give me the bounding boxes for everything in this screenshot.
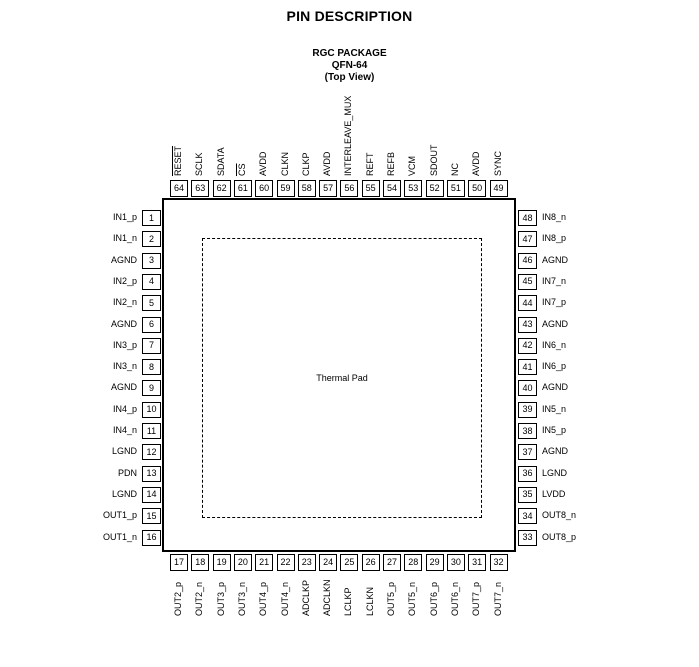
pin-49-box: 49: [490, 180, 508, 197]
pin-29-label: OUT6_p: [428, 581, 439, 616]
pin-23-box: 23: [298, 554, 316, 571]
pin-25-box: 25: [340, 554, 358, 571]
pin-26-box: 26: [362, 554, 380, 571]
pin-22-box: 22: [277, 554, 295, 571]
pin-13-label: PDN: [117, 467, 137, 478]
pin-21-label: OUT4_p: [258, 581, 269, 616]
pin-27-box: 27: [383, 554, 401, 571]
pin-57-box: 57: [319, 180, 337, 197]
pin-63-label: SCLK: [194, 152, 205, 176]
pin-13-box: 13: [142, 466, 161, 482]
pin-55-label: REFT: [364, 152, 375, 176]
pin-7-label: IN3_p: [112, 339, 137, 350]
pin-10-label: IN4_p: [112, 403, 137, 414]
pin-31-label: OUT7_p: [471, 581, 482, 616]
pin-6-label: AGND: [110, 318, 137, 329]
pin-41-box: 41: [518, 359, 537, 375]
pin-60-label: AVDD: [258, 151, 269, 176]
pin-4-label: IN2_p: [112, 275, 137, 286]
pin-23-label: ADCLKP: [300, 579, 311, 616]
pin-43-box: 43: [518, 317, 537, 333]
pin-46-label: AGND: [542, 254, 569, 265]
pin-3-label: AGND: [110, 254, 137, 265]
pin-1-box: 1: [142, 210, 161, 226]
page-title: PIN DESCRIPTION: [286, 8, 413, 24]
pin-11-label: IN4_n: [112, 425, 137, 435]
pin-1-label: IN1_p: [112, 212, 137, 222]
pin-48-label: IN8_n: [542, 212, 567, 222]
pin-45-box: 45: [518, 274, 537, 290]
pin-42-box: 42: [518, 338, 537, 354]
pin-56-label: INTERLEAVE_MUX: [343, 95, 354, 176]
pin-57-label: AVDD: [322, 151, 333, 176]
pin-7-box: 7: [142, 338, 161, 354]
package-name: RGC PACKAGE: [312, 48, 387, 59]
pin-33-box: 33: [518, 530, 537, 546]
pin-19-box: 19: [213, 554, 231, 571]
pin-53-label: VCM: [407, 156, 418, 176]
pin-27-label: OUT5_p: [386, 581, 396, 616]
pin-16-label: OUT1_n: [102, 531, 137, 542]
pin-58-box: 58: [298, 180, 316, 197]
pin-39-label: IN5_n: [542, 403, 567, 414]
pin-35-label: LVDD: [542, 488, 566, 499]
pin-3-box: 3: [142, 253, 161, 269]
pin-15-box: 15: [142, 508, 161, 524]
pin-32-box: 32: [490, 554, 508, 571]
pin-52-box: 52: [426, 180, 444, 197]
pin-38-label: IN5_p: [542, 425, 567, 435]
pin-28-label: OUT5_n: [407, 581, 418, 616]
pin-45-label: IN7_n: [542, 275, 567, 286]
pin-35-box: 35: [518, 487, 537, 503]
pin-56-box: 56: [340, 180, 358, 197]
pin-63-box: 63: [191, 180, 209, 197]
pin-22-label: OUT4_n: [279, 581, 290, 616]
pin-2-label: IN1_n: [112, 233, 137, 244]
pin-62-box: 62: [213, 180, 231, 197]
pin-44-label: IN7_p: [542, 297, 567, 308]
pin-24-box: 24: [319, 554, 337, 571]
pin-28-box: 28: [404, 554, 422, 571]
pin-59-box: 59: [277, 180, 295, 197]
pin-47-box: 47: [518, 231, 537, 247]
pin-64-label: RESET: [173, 145, 183, 176]
pin-30-box: 30: [447, 554, 465, 571]
pin-14-box: 14: [142, 487, 161, 503]
pin-40-label: AGND: [542, 382, 569, 393]
pin-60-box: 60: [255, 180, 273, 197]
pin-32-label: OUT7_n: [492, 581, 503, 616]
pin-36-box: 36: [518, 466, 537, 482]
pin-46-box: 46: [518, 253, 537, 269]
pin-30-label: OUT6_n: [449, 581, 460, 616]
pin-41-label: IN6_p: [542, 361, 567, 372]
pin-49-label: SYNC: [492, 150, 503, 176]
thermal-pad: [202, 238, 482, 518]
pin-6-box: 6: [142, 317, 161, 333]
pin-55-box: 55: [362, 180, 380, 197]
pin-51-label: NC: [449, 163, 460, 176]
pin-33-label: OUT8_p: [542, 531, 577, 542]
pin-25-label: LCLKP: [343, 587, 354, 616]
pin-11-box: 11: [142, 423, 161, 439]
pin-10-box: 10: [142, 402, 161, 418]
pin-18-label: OUT2_n: [194, 581, 205, 616]
pin-38-box: 38: [518, 423, 537, 439]
pin-4-box: 4: [142, 274, 161, 290]
pin-36-label: LGND: [542, 467, 568, 478]
pin-9-label: AGND: [110, 382, 137, 393]
pin-18-box: 18: [191, 554, 209, 571]
pin-17-box: 17: [170, 554, 188, 571]
pin-54-box: 54: [383, 180, 401, 197]
pin-37-label: AGND: [542, 446, 569, 457]
pin-37-box: 37: [518, 444, 537, 460]
pin-14-label: LGND: [111, 488, 137, 499]
pin-44-box: 44: [518, 295, 537, 311]
pin-15-label: OUT1_p: [102, 510, 137, 521]
pin-61-label: $\overline{CS}$: [236, 163, 247, 176]
package-type: QFN-64: [331, 60, 368, 71]
pin-48-box: 48: [518, 210, 537, 226]
pin-40-box: 40: [518, 380, 537, 396]
pin-62-label: SDATA: [215, 147, 226, 176]
pin-58-label: CLKP: [300, 152, 311, 176]
pin-50-label: AVDD: [471, 151, 482, 176]
pin-64-box: 64: [170, 180, 188, 197]
pin-47-label: IN8_p: [542, 233, 567, 244]
pin-9-box: 9: [142, 380, 161, 396]
pin-26-label: LCLKN: [364, 586, 375, 616]
pin-21-box: 21: [255, 554, 273, 571]
pin-61-box: 61: [234, 180, 252, 197]
pin-34-label: OUT8_n: [542, 510, 577, 521]
pin-34-box: 34: [518, 508, 537, 524]
package-view: (Top View): [324, 72, 375, 83]
chip-body: [162, 198, 516, 552]
pin-12-label: LGND: [111, 446, 137, 457]
pin-54-label: REFB: [386, 151, 396, 176]
pin-39-box: 39: [518, 402, 537, 418]
pin-17-label: OUT2_p: [173, 581, 183, 616]
pin-53-box: 53: [404, 180, 422, 197]
pin-59-label: CLKN: [279, 151, 290, 176]
pin-5-box: 5: [142, 295, 161, 311]
pin-29-box: 29: [426, 554, 444, 571]
pin-12-box: 12: [142, 444, 161, 460]
pin-20-box: 20: [234, 554, 252, 571]
pin-50-box: 50: [468, 180, 486, 197]
pin-20-label: OUT3_n: [236, 581, 247, 616]
pin-19-label: OUT3_p: [215, 581, 226, 616]
pin-8-label: IN3_n: [112, 361, 137, 372]
pin-51-box: 51: [447, 180, 465, 197]
pin-31-box: 31: [468, 554, 486, 571]
pin-24-label: ADCLKN: [322, 579, 333, 616]
pin-42-label: IN6_n: [542, 339, 567, 350]
pin-52-label: SDOUT: [428, 144, 439, 176]
pin-16-box: 16: [142, 530, 161, 546]
pin-8-box: 8: [142, 359, 161, 375]
pin-43-label: AGND: [542, 318, 569, 329]
pin-2-box: 2: [142, 231, 161, 247]
thermal-pad-label: Thermal Pad: [316, 373, 368, 383]
pin-5-label: IN2_n: [112, 297, 137, 308]
